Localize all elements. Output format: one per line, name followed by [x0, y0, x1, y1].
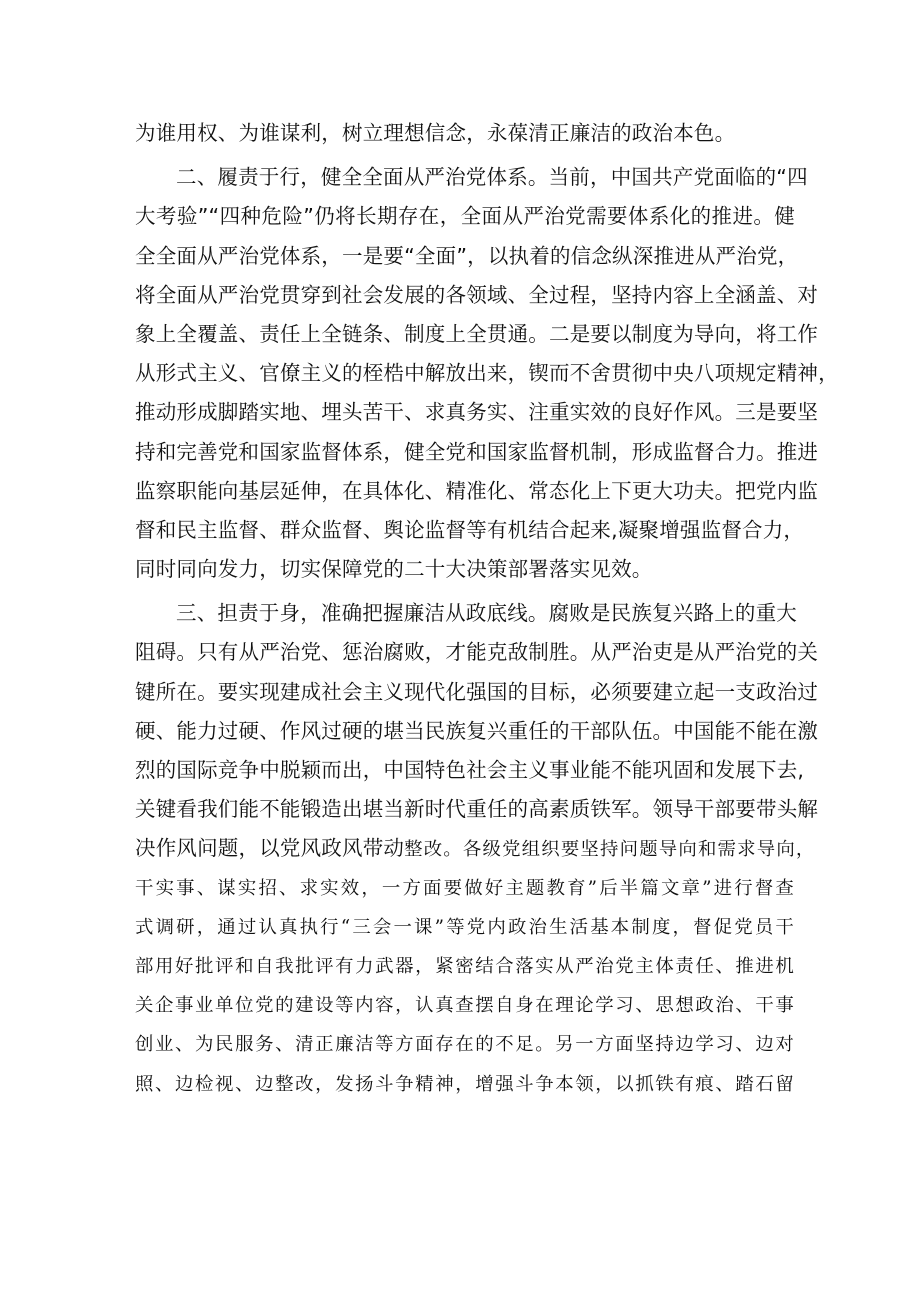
- paragraph-3-serif-line-2: 式调研，通过认真执行“三会一课”等党内政治生活基本制度，督促党员干: [135, 916, 795, 938]
- paragraph-2-line-4: 将全面从严治党贯穿到社会发展的各领域、全过程，坚持内容上全涵盖、对: [135, 282, 819, 307]
- paragraph-3-mixed-serif: 整改。各级党组织要坚持问题导向和需求导向，: [404, 839, 816, 861]
- paragraph-2-line-11: 同时同向发力，切实保障党的二十大决策部署落实见效。: [135, 557, 653, 582]
- paragraph-3-line-5: 烈的国际竞争中脱颖而出，中国特色社会主义事业能不能巩固和发展下去,: [135, 758, 805, 782]
- paragraph-2-line-7: 推动形成脚踏实地、埋头苦干、求真务实、注重实效的良好作风。三是要坚: [135, 400, 819, 425]
- paragraph-3-serif-line-6: 照、边检视、边整改，发扬斗争精神，增强斗争本领，以抓铁有痕、踏石留: [135, 1073, 795, 1095]
- paragraph-2-line-1: 二、履责于行，健全全面从严治党体系。当前，中国共产党面临的“四: [176, 165, 808, 190]
- paragraph-3-serif-line-1: 干实事、谋实招、求实效，一方面要做好主题教育”后半篇文章”进行督查: [135, 877, 795, 899]
- paragraph-3-serif-line-4: 关企事业单位党的建设等内容，认真查摆自身在理论学习、思想政治、干事: [135, 995, 795, 1017]
- paragraph-3-line-4: 硬、能力过硬、作风过硬的堪当民族复兴重任的干部队伍。中国能不能在激: [135, 718, 819, 743]
- paragraph-2-line-6: 从形式主义、官僚主义的桎梏中解放出来，锲而不舍贯彻中央八项规定精神，: [135, 361, 839, 386]
- paragraph-3-line-1: 三、担责于身，准确把握廉洁从政底线。腐败是民族复兴路上的重大: [176, 601, 797, 626]
- paragraph-2-line-5: 象上全覆盖、责任上全链条、制度上全贯通。二是要以制度为导向，将工作: [135, 321, 819, 346]
- paragraph-3-serif-line-5: 创业、为民服务、清正廉洁等方面存在的不足。另一方面坚持边学习、边对: [135, 1034, 795, 1056]
- paragraph-2-line-8: 持和完善党和国家监督体系，健全党和国家监督机制，形成监督合力。推进: [135, 439, 819, 464]
- paragraph-3-line-2: 阻碍。只有从严治党、惩治腐败，才能克敌制胜。从严治吏是从严治党的关: [135, 640, 819, 665]
- paragraph-3-line-6: 关键看我们能不能锻造出堪当新时代重任的高素质铁军。领导干部要带头解: [135, 797, 819, 822]
- paragraph-3-line-3: 键所在。要实现建成社会主义现代化强国的目标，必须要建立起一支政治过: [135, 679, 819, 704]
- document-body: [135, 114, 839, 1104]
- paragraph-2-line-10: 督和民主监督、群众监督、舆论监督等有机结合起来,凝聚增强监督合力，: [135, 517, 805, 542]
- paragraph-3-mixed-sans: 决作风问题，以党风政风带动: [135, 836, 405, 861]
- paragraph-2-line-2: 大考验”“四种危险”仍将长期存在，全面从严治党需要体系化的推进。健: [135, 204, 795, 229]
- paragraph-3-serif-line-3: 部用好批评和自我批评有力武器，紧密结合落实从严治党主体责任、推进机: [135, 955, 795, 977]
- paragraph-2-line-3: 全全面从严治党体系，一是要“全面”，以执着的信念纵深推进从严治党，: [135, 243, 799, 268]
- paragraph-3-mixed-line: [135, 829, 816, 868]
- paragraph-1-line-1: 为谁用权、为谁谋利，树立理想信念，永葆清正廉洁的政治本色。: [135, 121, 736, 145]
- paragraph-2-line-9: 监察职能向基层延伸，在具体化、精准化、常态化上下更大功夫。把党内监: [135, 478, 819, 503]
